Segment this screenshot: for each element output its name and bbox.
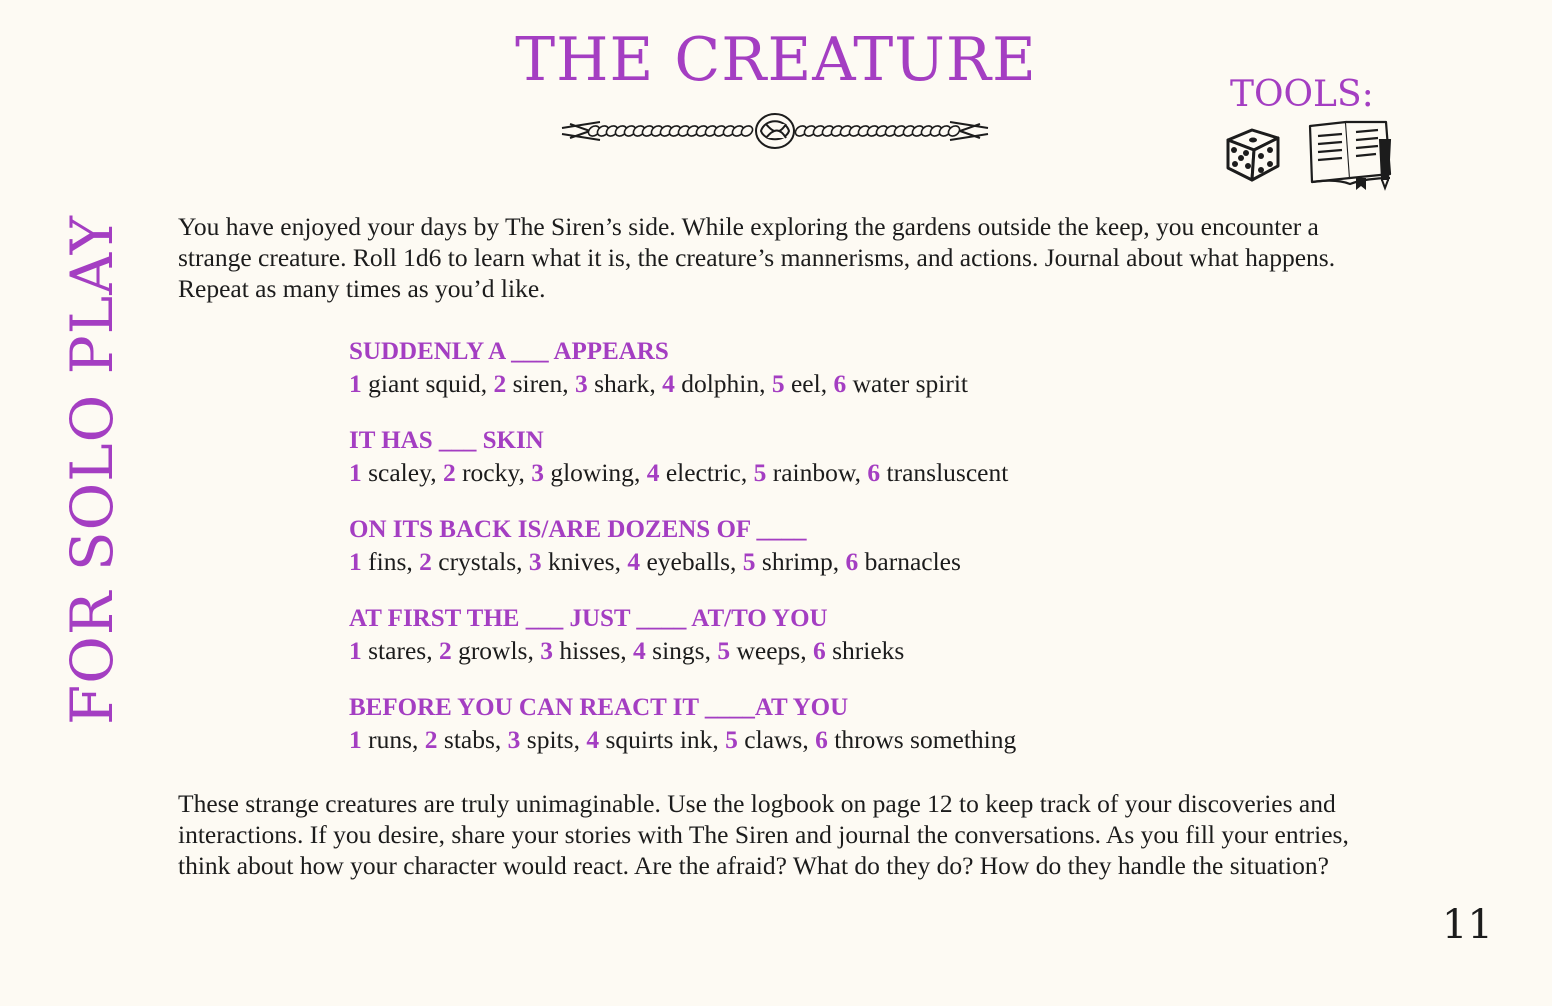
dice-icon <box>1222 122 1284 184</box>
side-label: FOR SOLO PLAY <box>58 214 126 726</box>
option-text: stabs <box>443 725 495 754</box>
option-text: weeps <box>736 636 801 665</box>
options-line: 1 fins, 2 crystals, 3 knives, 4 eyeballs, 5 shrimp, 6 barnacles <box>349 547 961 576</box>
roll-number: 6 <box>845 547 859 576</box>
option-text: eel <box>790 369 821 398</box>
outro-paragraph: These strange creatures are truly unimaginable. Use the logbook on page 12 to keep track of your discoveries and interactions. If you desire, share your stories with The Siren and journal the conversations. As you fill your entries, think about how your character would react. Are the afraid? What do they do? How do they handle the situation? <box>178 789 1349 880</box>
option-text: hisses <box>559 636 621 665</box>
roll-number: 6 <box>867 458 881 487</box>
roll-table <box>349 336 1249 425</box>
options-line: 1 stares, 2 growls, 3 hisses, 4 sings, 5 weeps, 6 shrieks <box>349 636 905 665</box>
option-text: eyeballs <box>646 547 731 576</box>
roll-number: 1 <box>349 369 362 398</box>
option-text: water spirit <box>852 369 969 398</box>
roll-number: 2 <box>419 547 432 576</box>
table-heading: BEFORE YOU CAN REACT IT ____AT YOU <box>349 694 849 721</box>
option-text: siren <box>512 369 563 398</box>
table-heading: ON ITS BACK IS/ARE DOZENS OF ____ <box>349 516 807 543</box>
roll-tables <box>349 336 1249 781</box>
roll-number: 1 <box>349 547 362 576</box>
rope-divider <box>560 108 990 154</box>
table-heading: AT FIRST THE ___ JUST ____ AT/TO YOU <box>349 605 828 632</box>
intro-paragraph: You have enjoyed your days by The Siren’s side. While exploring the gardens outside the keep, you encounter a strange creature. Roll 1d6 to learn what it is, the creature’s mannerisms, and actions. Journal about what happens. Repeat as many times as you’d like. <box>178 212 1336 303</box>
roll-number: 5 <box>771 369 785 398</box>
option-text: shark <box>594 369 650 398</box>
roll-number: 1 <box>349 636 362 665</box>
roll-number: 5 <box>742 547 756 576</box>
roll-number: 4 <box>586 725 600 754</box>
roll-number: 1 <box>349 458 362 487</box>
option-text: giant squid <box>368 369 481 398</box>
roll-number: 4 <box>627 547 641 576</box>
option-text: claws <box>744 725 803 754</box>
option-text: squirts ink <box>605 725 713 754</box>
option-text: crystals <box>438 547 517 576</box>
option-text: spits <box>526 725 574 754</box>
roll-number: 2 <box>424 725 438 754</box>
option-text: electric <box>665 458 741 487</box>
roll-number: 3 <box>531 458 544 487</box>
roll-number: 3 <box>528 547 542 576</box>
roll-number: 5 <box>717 636 731 665</box>
page-number: 11 <box>1442 902 1493 948</box>
roll-number: 6 <box>812 636 826 665</box>
roll-number: 4 <box>633 636 646 665</box>
table-heading: IT HAS ___ SKIN <box>349 427 544 454</box>
option-text: throws something <box>834 725 1017 754</box>
option-text: runs <box>368 725 413 754</box>
roll-number: 2 <box>442 458 456 487</box>
option-text: rocky <box>462 458 519 487</box>
option-text: glowing <box>550 458 634 487</box>
option-text: stares <box>368 636 427 665</box>
roll-number: 3 <box>507 725 521 754</box>
roll-number: 2 <box>438 636 452 665</box>
roll-table <box>349 425 1249 514</box>
roll-table <box>349 692 1249 781</box>
option-text: rainbow <box>772 458 855 487</box>
option-text: fins <box>368 547 407 576</box>
roll-number: 5 <box>725 725 738 754</box>
options-line: 1 scaley, 2 rocky, 3 glowing, 4 electric, 5 rainbow, 6 transluscent <box>349 458 1009 487</box>
option-text: knives <box>548 547 615 576</box>
option-text: shrieks <box>832 636 905 665</box>
option-text: transluscent <box>886 458 1009 487</box>
roll-table <box>349 514 1249 603</box>
roll-number: 4 <box>662 369 675 398</box>
options-line: 1 giant squid, 2 siren, 3 shark, 4 dolphin, 5 eel, 6 water spirit <box>349 369 969 398</box>
tools-label: TOOLS: <box>1230 74 1374 115</box>
roll-number: 1 <box>349 725 362 754</box>
roll-number: 5 <box>753 458 767 487</box>
roll-number: 6 <box>833 369 847 398</box>
roll-number: 4 <box>646 458 660 487</box>
roll-number: 6 <box>815 725 828 754</box>
roll-number: 3 <box>540 636 553 665</box>
page-title: THE CREATURE <box>515 25 1037 95</box>
option-text: shrimp <box>761 547 833 576</box>
roll-table <box>349 603 1249 692</box>
roll-number: 3 <box>574 369 588 398</box>
table-heading: SUDDENLY A ___ APPEARS <box>349 338 669 365</box>
options-line: 1 runs, 2 stabs, 3 spits, 4 squirts ink, 5 claws, 6 throws something <box>349 725 1017 754</box>
option-text: barnacles <box>864 547 961 576</box>
option-text: dolphin <box>681 369 760 398</box>
option-text: growls <box>458 636 528 665</box>
journal-icon <box>1306 118 1398 192</box>
option-text: sings <box>652 636 705 665</box>
option-text: scaley <box>368 458 431 487</box>
roll-number: 2 <box>493 369 507 398</box>
